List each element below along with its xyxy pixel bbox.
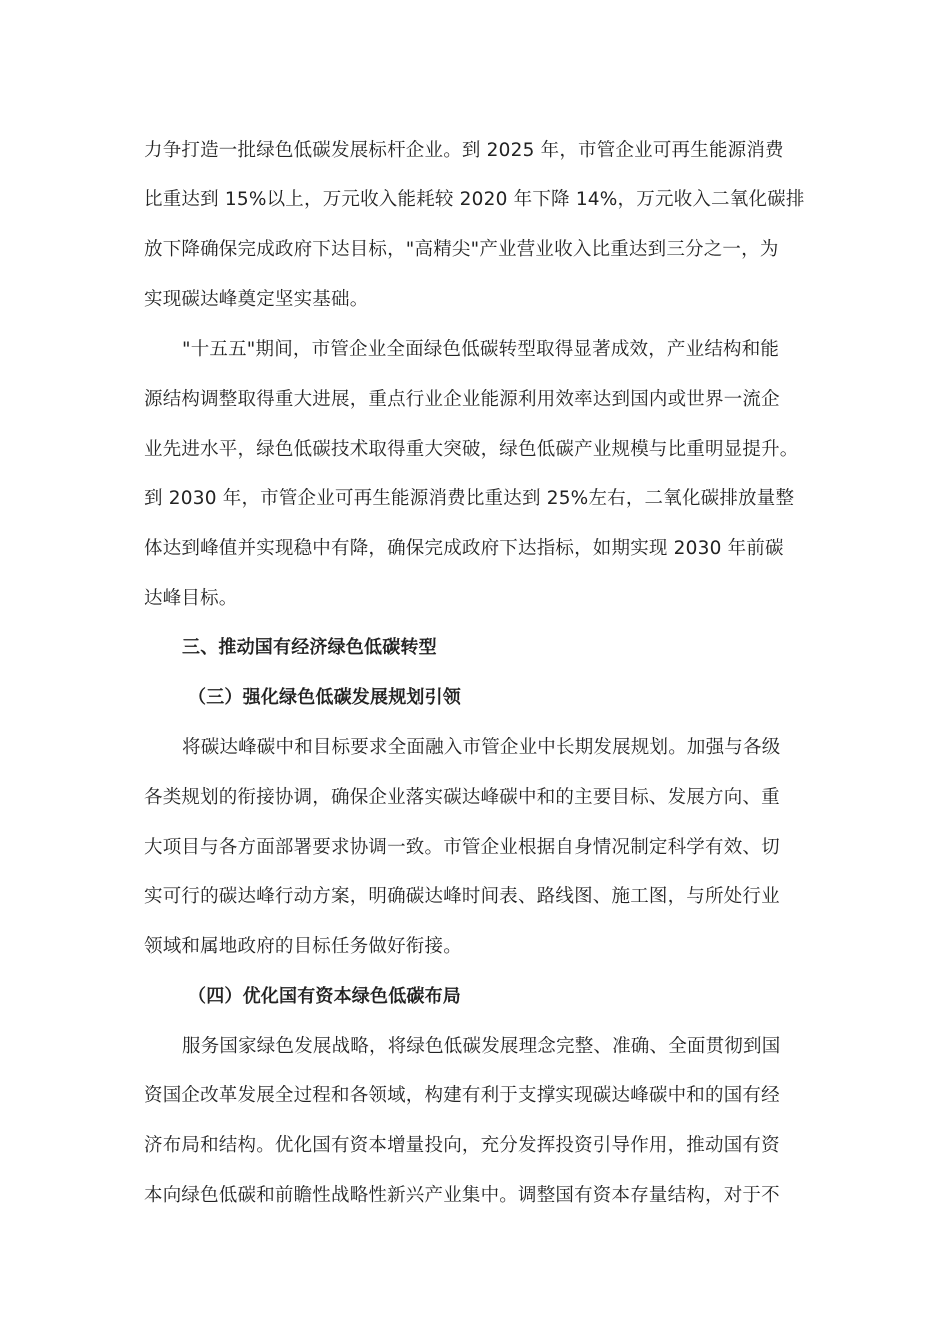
paragraph-2-line-1: "十五五"期间，市管企业全面绿色低碳转型取得显著成效，产业结构和能 xyxy=(182,339,780,360)
paragraph-3-line-5: 领域和属地政府的目标任务做好衔接。 xyxy=(144,936,462,957)
paragraph-3-line-3: 大项目与各方面部署要求协调一致。市管企业根据自身情况制定科学有效、切 xyxy=(144,837,780,858)
paragraph-1-line-2: 比重达到 15%以上，万元收入能耗较 2020 年下降 14%，万元收入二氧化碳排 xyxy=(144,189,805,210)
paragraph-4-line-1: 服务国家绿色发展战略，将绿色低碳发展理念完整、准确、全面贯彻到国 xyxy=(182,1036,781,1057)
paragraph-2-line-5: 体达到峰值并实现稳中有降，确保完成政府下达指标，如期实现 2030 年前碳 xyxy=(144,538,784,559)
paragraph-3-line-1: 将碳达峰碳中和目标要求全面融入市管企业中长期发展规划。加强与各级 xyxy=(182,737,781,758)
section-heading: 三、推动国有经济绿色低碳转型 xyxy=(182,637,437,658)
paragraph-3-line-2: 各类规划的衔接协调，确保企业落实碳达峰碳中和的主要目标、发展方向、重 xyxy=(144,787,780,808)
paragraph-1-line-4: 实现碳达峰奠定坚实基础。 xyxy=(144,289,369,310)
paragraph-4-line-3: 济布局和结构。优化国有资本增量投向，充分发挥投资引导作用，推动国有资 xyxy=(144,1135,780,1156)
paragraph-1-line-1: 力争打造一批绿色低碳发展标杆企业。到 2025 年，市管企业可再生能源消费 xyxy=(144,140,784,161)
paragraph-2-line-6: 达峰目标。 xyxy=(144,588,238,609)
paragraph-2-line-3: 业先进水平，绿色低碳技术取得重大突破，绿色低碳产业规模与比重明显提升。 xyxy=(144,439,799,460)
paragraph-3-line-4: 实可行的碳达峰行动方案，明确碳达峰时间表、路线图、施工图，与所处行业 xyxy=(144,886,780,907)
paragraph-2-line-4: 到 2030 年，市管企业可再生能源消费比重达到 25%左右，二氧化碳排放量整 xyxy=(144,488,795,509)
paragraph-1-line-3: 放下降确保完成政府下达目标，"高精尖"产业营业收入比重达到三分之一，为 xyxy=(144,239,779,260)
paragraph-4-line-4: 本向绿色低碳和前瞻性战略性新兴产业集中。调整国有资本存量结构，对于不 xyxy=(144,1185,780,1206)
subheading-3: （三）强化绿色低碳发展规划引领 xyxy=(188,687,461,708)
paragraph-2-line-2: 源结构调整取得重大进展，重点行业企业能源利用效率达到国内或世界一流企 xyxy=(144,389,780,410)
paragraph-4-line-2: 资国企改革发展全过程和各领域，构建有利于支撑实现碳达峰碳中和的国有经 xyxy=(144,1085,780,1106)
subheading-4: （四）优化国有资本绿色低碳布局 xyxy=(188,986,461,1007)
